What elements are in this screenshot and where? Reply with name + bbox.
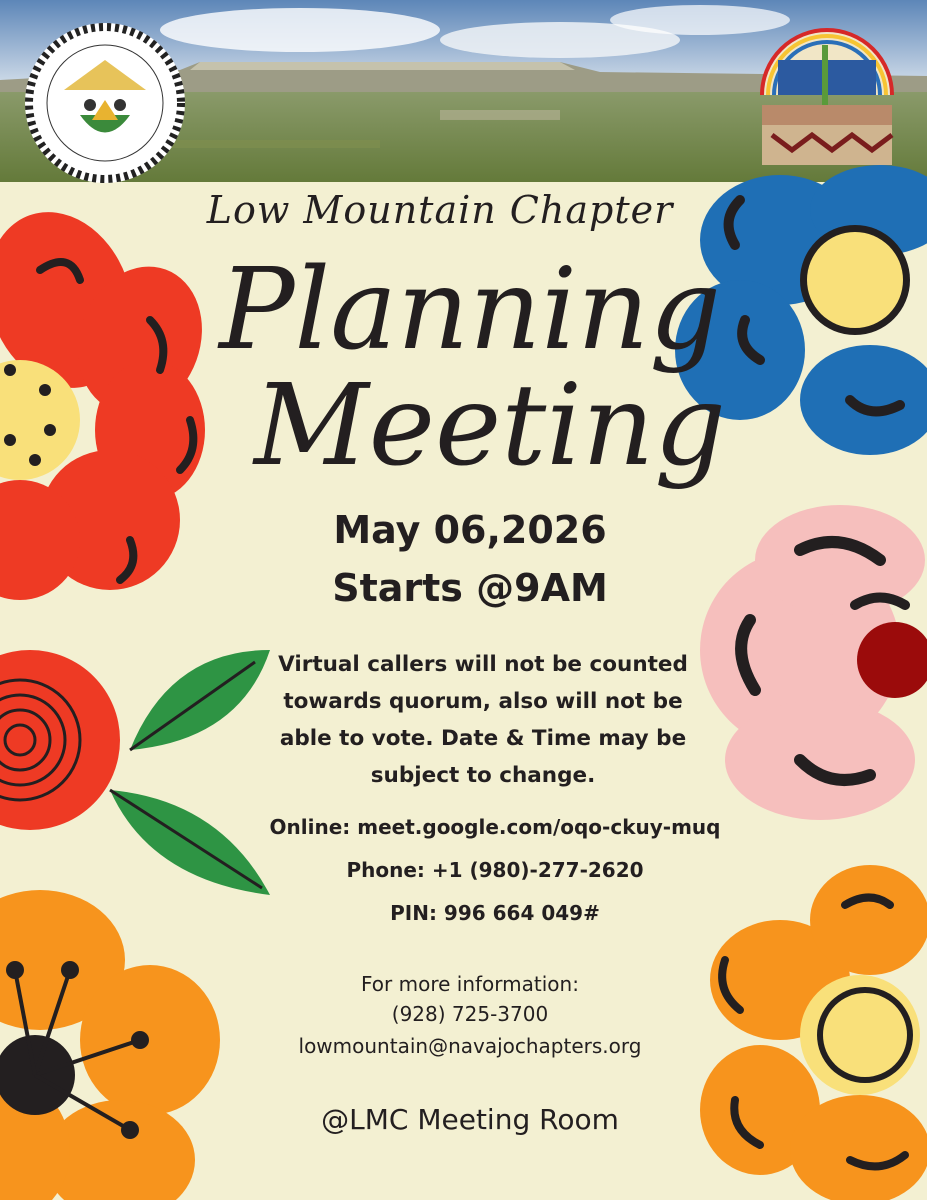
- red-spiral-flower-icon: [0, 650, 120, 830]
- dial-in-pin: PIN: 996 664 049#: [390, 901, 600, 925]
- meeting-date: May 06,2026: [333, 508, 607, 552]
- title-planning: Planning: [219, 245, 721, 375]
- dial-in-phone: Phone: +1 (980)-277-2620: [346, 858, 644, 882]
- info-email[interactable]: lowmountain@navajochapters.org: [298, 1034, 642, 1058]
- info-phone: (928) 725-3700: [391, 1002, 549, 1026]
- pink-flower-icon: [700, 505, 927, 820]
- title-meeting: Meeting: [254, 361, 726, 491]
- meeting-location: @LMC Meeting Room: [321, 1103, 619, 1136]
- leaf-icon: [110, 650, 270, 895]
- online-meeting-link[interactable]: Online: meet.google.com/oqo-ckuy-muq: [269, 815, 721, 839]
- orange-flower-right-icon: [700, 865, 927, 1200]
- info-label: For more information:: [361, 972, 579, 996]
- start-time: Starts @9AM: [332, 566, 608, 610]
- chapter-name: Low Mountain Chapter: [206, 188, 674, 232]
- virtual-caller-notice: Virtual callers will not be counted towards quorum, also will not be able to vote. Date & Time may be subject to change.: [278, 652, 688, 788]
- orange-flower-icon: [0, 890, 220, 1200]
